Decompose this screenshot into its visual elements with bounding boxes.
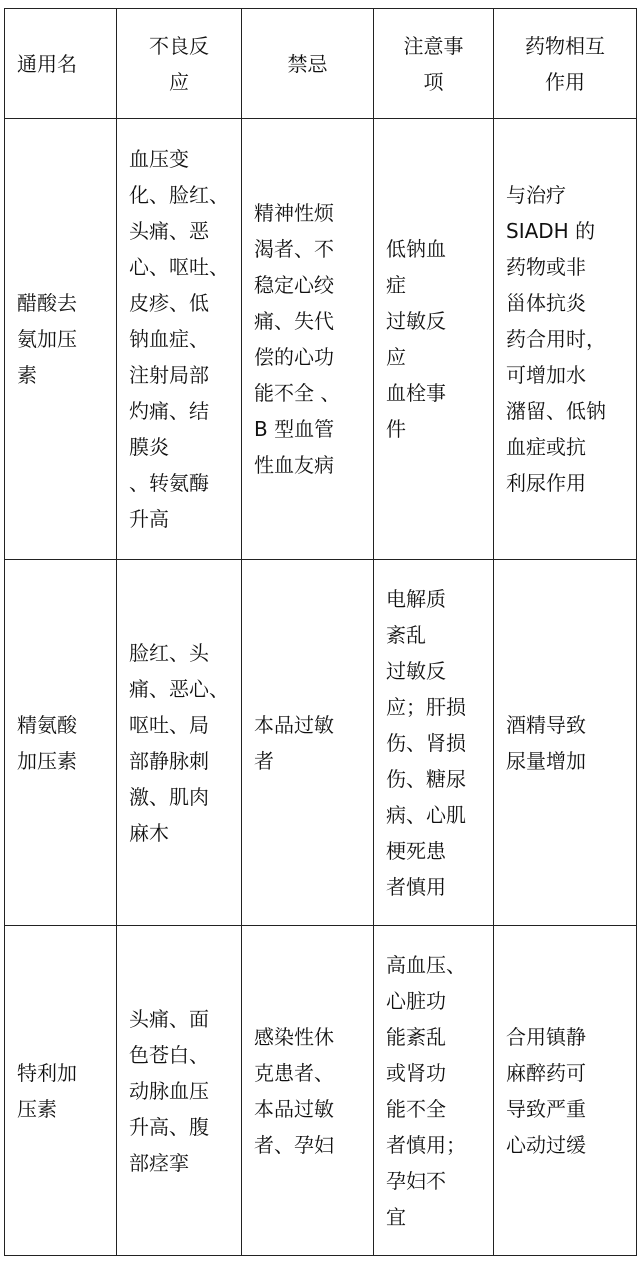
header-generic-name: 通用名 [5,9,117,119]
caution-cell: 高血压、 心脏功 能紊乱 或肾功 能不全 者慎用； 孕妇不 宜 [374,926,494,1256]
caution-cell: 低钠血 症 过敏反 应 血栓事 件 [374,119,494,560]
adverse-cell: 脸红、头 痛、恶心、 呕吐、局 部静脉刺 激、肌肉 麻木 [117,560,242,926]
caution-cell: 电解质 紊乱 过敏反 应；肝损 伤、肾损 伤、糖尿 病、心肌 梗死患 者慎用 [374,560,494,926]
interaction-cell: 酒精导致 尿量增加 [494,560,637,926]
adverse-cell: 头痛、面 色苍白、 动脉血压 升高、腹 部痉挛 [117,926,242,1256]
header-row [5,9,637,119]
drug-name-cell: 特利加 压素 [5,926,117,1256]
interaction-cell: 与治疗 SIADH 的 药物或非 甾体抗炎 药合用时， 可增加水 潴留、低钠 血症或抗 利尿作用 [494,119,637,560]
header-precautions: 注意事 项 [374,9,494,119]
adverse-cell: 血压变 化、脸红、 头痛、恶 心、呕吐、 皮疹、低 钠血症、 注射局部 灼痛、结 膜炎 、转氨酶 升高 [117,119,242,560]
drug-name-cell: 醋酸去 氨加压 素 [5,119,117,560]
table-row [5,119,637,560]
table-row [5,560,637,926]
header-contraindications: 禁忌 [242,9,374,119]
drug-name-cell: 精氨酸 加压素 [5,560,117,926]
header-drug-interactions: 药物相互 作用 [494,9,637,119]
contra-cell: 精神性烦 渴者、不 稳定心绞 痛、失代 偿的心功 能不全 、 B 型血管 性血友病 [242,119,374,560]
contra-cell: 感染性休 克患者、 本品过敏 者、孕妇 [242,926,374,1256]
drug-comparison-table [4,8,637,1256]
interaction-cell: 合用镇静 麻醉药可 导致严重 心动过缓 [494,926,637,1256]
header-adverse-reactions: 不良反 应 [117,9,242,119]
contra-cell: 本品过敏 者 [242,560,374,926]
table-row [5,926,637,1256]
